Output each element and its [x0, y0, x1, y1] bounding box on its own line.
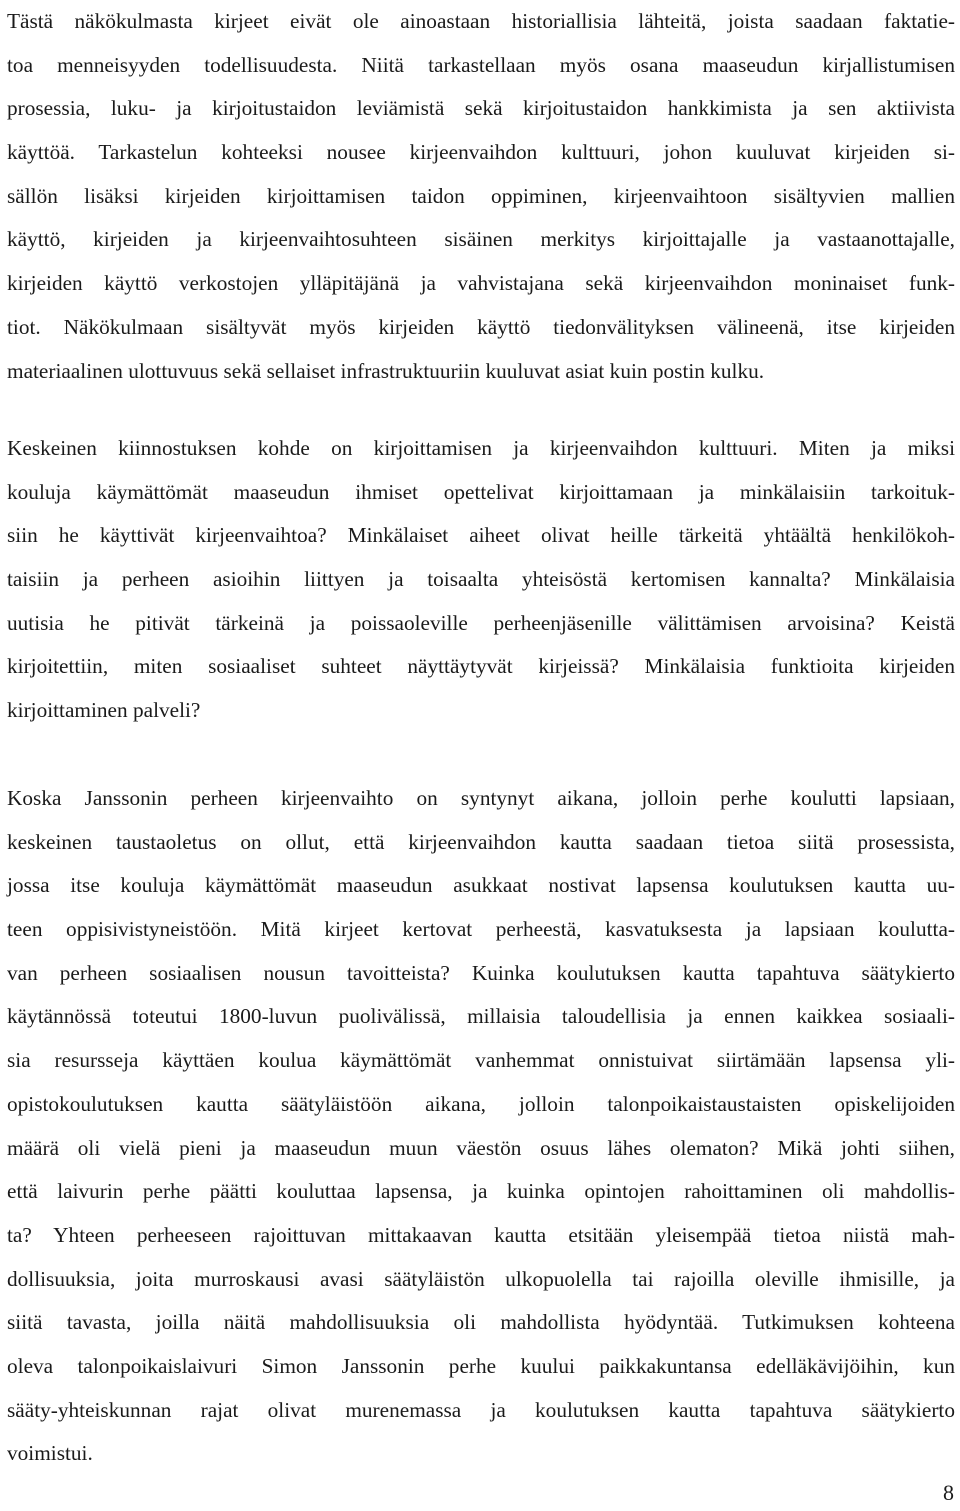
- text-line: sääty-yhteiskunnan rajat olivat murenemassa ja koulutuksen kautta tapahtuva säätykierto: [7, 1397, 955, 1422]
- text-line: jossa itse kouluja käymättömät maaseudun asukkaat nostivat lapsensa koulutuksen kautta uu-: [7, 873, 955, 898]
- text-line: dollisuuksia, joita murroskausi avasi säätyläistön ulkopuolella tai rajoilla oleville ihmisille, ja: [7, 1266, 955, 1291]
- text-line: ta? Yhteen perheeseen rajoittuvan mittakaavan kautta etsitään yleisempää tietoa niistä mah-: [7, 1222, 955, 1247]
- paragraph-3: [7, 777, 955, 1476]
- text-line: kouluja käymättömät maaseudun ihmiset opettelivat kirjoittamaan ja minkälaisiin tarkoituk-: [7, 479, 955, 504]
- text-line: opistokoulutuksen kautta säätyläistöön aikana, jolloin talonpoikaistaustaisten opiskelijoiden: [7, 1091, 955, 1116]
- text-line: prosessia, luku- ja kirjoitustaidon leviämistä sekä kirjoitustaidon hankkimista ja sen aktiivista: [7, 96, 955, 121]
- text-line: tiot. Näkökulmaan sisältyvät myös kirjeiden käyttö tiedonvälityksen välineenä, itse kirjeiden: [7, 314, 955, 339]
- paragraph-1: [7, 0, 955, 393]
- text-line: siitä tavasta, joilla näitä mahdollisuuksia oli mahdollista hyödyntää. Tutkimuksen kohteena: [7, 1310, 955, 1335]
- page-number: 8: [943, 1480, 954, 1505]
- text-line: voimistui.: [7, 1441, 93, 1466]
- text-line: määrä oli vielä pieni ja maaseudun muun väestön osuus lähes olematon? Mikä johti siihen,: [7, 1135, 955, 1160]
- text-line: uutisia he pitivät tärkeinä ja poissaoleville perheenjäsenille välittämisen arvoisina? Keistä: [7, 610, 955, 635]
- text-line: Koska Janssonin perheen kirjeenvaihto on syntynyt aikana, jolloin perhe koulutti lapsiaan,: [7, 786, 955, 810]
- text-line: oleva talonpoikaislaivuri Simon Janssonin perhe kuului paikkakuntansa edelläkävijöihin, kun: [7, 1353, 955, 1378]
- text-line: sia resursseja käyttäen koulua käymättömät vanhemmat onnistuivat siirtämään lapsensa yli-: [7, 1048, 955, 1073]
- text-line: käyttö, kirjeiden ja kirjeenvaihtosuhteen sisäinen merkitys kirjoittajalle ja vastaanottajalle,: [7, 227, 955, 252]
- text-line: materiaalinen ulottuvuus sekä sellaiset infrastruktuuriin kuuluvat asiat kuin postin kulku.: [7, 358, 765, 383]
- text-line: keskeinen taustaoletus on ollut, että kirjeenvaihdon kautta saadaan tietoa siitä prosessista,: [7, 829, 955, 854]
- text-line: Tästä näkökulmasta kirjeet eivät ole ainoastaan historiallisia lähteitä, joista saadaan faktatie-: [7, 9, 955, 33]
- text-line: kirjoittaminen palveli?: [7, 698, 201, 723]
- text-line: kirjoitettiin, miten sosiaaliset suhteet näyttäytyvät kirjeissä? Minkälaisia funktioita kirjeiden: [7, 654, 955, 679]
- text-line: sällön lisäksi kirjeiden kirjoittamisen taidon oppiminen, kirjeenvaihtoon sisältyvien mallien: [7, 183, 955, 208]
- text-line: van perheen sosiaalisen nousun tavoitteista? Kuinka koulutuksen kautta tapahtuva säätykierto: [7, 960, 955, 985]
- text-line: siin he käyttivät kirjeenvaihtoa? Minkälaiset aiheet olivat heille tärkeitä yhtäältä henkilökoh-: [7, 523, 955, 548]
- text-line: toa menneisyyden todellisuudesta. Niitä tarkastellaan myös osana maaseudun kirjallistumisen: [7, 52, 955, 77]
- text-line: käyttöä. Tarkastelun kohteeksi nousee kirjeenvaihdon kulttuuri, johon kuuluvat kirjeiden si-: [7, 140, 955, 165]
- text-line: teen oppisivistyneistöön. Mitä kirjeet kertovat perheestä, kasvatuksesta ja lapsiaan koulutta-: [7, 917, 955, 942]
- text-line: että laivurin perhe päätti kouluttaa lapsensa, ja kuinka opintojen rahoittaminen oli mahdollis-: [7, 1179, 955, 1204]
- paragraph-2: [7, 427, 955, 733]
- text-line: käytännössä toteutui 1800-luvun puolivälissä, millaisia taloudellisia ja ennen kaikkea sosiaali-: [7, 1004, 955, 1029]
- text-line: kirjeiden käyttö verkostojen ylläpitäjänä ja vahvistajana sekä kirjeenvaihdon moninaiset funk-: [7, 271, 955, 296]
- text-line: taisiin ja perheen asioihin liittyen ja toisaalta yhteisöstä kertomisen kannalta? Minkälaisia: [7, 567, 955, 592]
- text-line: Keskeinen kiinnostuksen kohde on kirjoittamisen ja kirjeenvaihdon kulttuuri. Miten ja miksi: [7, 436, 955, 460]
